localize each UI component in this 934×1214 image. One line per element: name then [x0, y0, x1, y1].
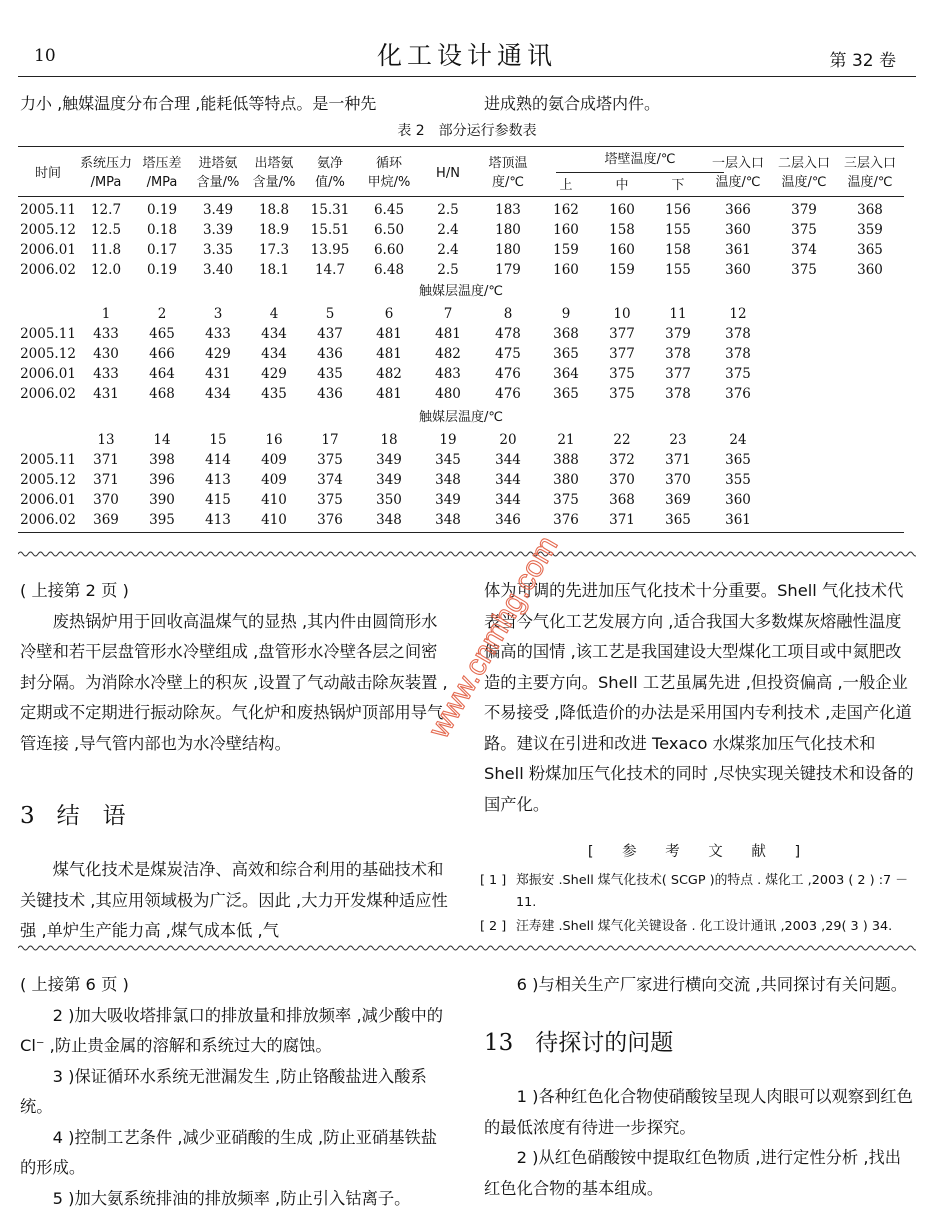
main-row-2-cell-1: 2005.12 — [12, 222, 84, 238]
catalyst-sec2-row-4-cell-4: 413 — [182, 512, 254, 528]
main-row-3-cell-3: 0.17 — [126, 242, 198, 258]
catalyst-sec1-layer-8: 8 — [472, 306, 544, 322]
catalyst-sec1-row-2-cell-4: 429 — [182, 346, 254, 362]
header-inlet-1-line-2: 温度/℃ — [702, 173, 774, 192]
reference-2-text: 汪寿建 .Shell 煤气化关键设备 . 化工设计通讯 ,2003 ,29( 3 ) 34. — [516, 916, 916, 938]
catalyst-sec1-row-2-cell-13: 378 — [702, 346, 774, 362]
main-row-3-cell-7: 6.60 — [353, 242, 425, 258]
catalyst-sec2-row-4-cell-2: 369 — [70, 512, 142, 528]
reference-1-tag: [ 1 ] — [480, 870, 506, 892]
main-row-1-cell-11: 160 — [586, 202, 658, 218]
catalyst-sec2-row-2-cell-8: 348 — [412, 472, 484, 488]
main-row-4-cell-8: 2.5 — [412, 262, 484, 278]
catalyst-sec1-row-2-cell-12: 378 — [642, 346, 714, 362]
catalyst-sec1-row-4-cell-11: 375 — [586, 386, 658, 402]
catalyst-sec2-row-3-cell-11: 368 — [586, 492, 658, 508]
main-row-3-cell-8: 2.4 — [412, 242, 484, 258]
table-top-rule — [18, 146, 904, 147]
main-row-2-cell-3: 0.18 — [126, 222, 198, 238]
header-col-2-line-2: /MPa — [126, 173, 198, 192]
main-row-3-cell-2: 11.8 — [70, 242, 142, 258]
catalyst-sec2-row-4-cell-13: 361 — [702, 512, 774, 528]
catalyst-sec1-row-1-cell-11: 377 — [586, 326, 658, 342]
catalyst-sec2-row-1-cell-4: 414 — [182, 452, 254, 468]
catalyst-sec1-row-3-cell-12: 377 — [642, 366, 714, 382]
catalyst-sec1-row-1-cell-3: 465 — [126, 326, 198, 342]
table-caption: 表 2 部分运行参数表 — [0, 120, 934, 140]
main-row-4-cell-14: 375 — [768, 262, 840, 278]
reference-2 — [480, 916, 916, 938]
catalyst-sec1-row-1-cell-2: 433 — [70, 326, 142, 342]
intro-left-line: 力小 ,触媒温度分布合理 ,能耗低等特点。是一种先 — [20, 91, 376, 114]
header-inlet-3 — [834, 154, 906, 192]
catalyst-sec2-row-2-cell-3: 396 — [126, 472, 198, 488]
header-rule — [18, 76, 916, 77]
main-row-4-cell-6: 14.7 — [294, 262, 366, 278]
measure-item-2: 2 )加大吸收塔排氯口的排放量和排放频率 ,减少酸中的 Cl⁻ ,防止贵金属的溶解和系统过大的腐蚀。 — [20, 1001, 448, 1062]
header-col-3-line-2: 含量/% — [182, 173, 254, 192]
catalyst-sec1-layer-12: 12 — [702, 306, 774, 322]
catalyst-sec1-row-3-cell-7: 482 — [353, 366, 425, 382]
main-row-1-cell-7: 6.45 — [353, 202, 425, 218]
catalyst-sec1-row-2-cell-11: 377 — [586, 346, 658, 362]
catalyst-sec1-row-3-cell-3: 464 — [126, 366, 198, 382]
catalyst-sec1-row-2-cell-1: 2005.12 — [12, 346, 84, 362]
catalyst-sec1-row-4-cell-9: 476 — [472, 386, 544, 402]
main-row-1-cell-2: 12.7 — [70, 202, 142, 218]
main-row-3-cell-1: 2006.01 — [12, 242, 84, 258]
main-row-4-cell-13: 360 — [702, 262, 774, 278]
catalyst-sec1-row-3-cell-13: 375 — [702, 366, 774, 382]
catalyst-sec1-row-4-cell-10: 365 — [530, 386, 602, 402]
catalyst-sec2-layer-4: 16 — [238, 432, 310, 448]
main-row-2-cell-5: 18.9 — [238, 222, 310, 238]
catalyst-sec1-row-1-cell-13: 378 — [702, 326, 774, 342]
catalyst-sec1-layer-7: 7 — [412, 306, 484, 322]
main-row-2-cell-4: 3.39 — [182, 222, 254, 238]
main-row-1-cell-15: 368 — [834, 202, 906, 218]
main-row-1-cell-6: 15.31 — [294, 202, 366, 218]
catalyst-sec2-row-3-cell-8: 349 — [412, 492, 484, 508]
catalyst-sec2-row-3-cell-10: 375 — [530, 492, 602, 508]
catalyst-sec2-row-1-cell-5: 409 — [238, 452, 310, 468]
catalyst-sec1-row-4-cell-5: 435 — [238, 386, 310, 402]
continued-from-page-2: ( 上接第 2 页 ) — [20, 576, 448, 607]
catalyst-sec1-row-4-cell-12: 378 — [642, 386, 714, 402]
measure-item-4: 4 )控制工艺条件 ,减少亚硝酸的生成 ,防止亚硝基铁盐的形成。 — [20, 1123, 448, 1184]
measure-item-3: 3 )保证循环水系统无泄漏发生 ,防止铬酸盐进入酸系统。 — [20, 1062, 448, 1123]
block2-left-column — [20, 970, 448, 1214]
header-col-5-line-1: 氨净 — [294, 154, 366, 173]
catalyst-sec2-row-1-cell-3: 398 — [126, 452, 198, 468]
catalyst-sec1-layer-5: 5 — [294, 306, 366, 322]
catalyst-sec2-row-3-cell-2: 370 — [70, 492, 142, 508]
header-time: 时间 — [12, 164, 84, 183]
catalyst-sec1-row-3-cell-6: 435 — [294, 366, 366, 382]
main-row-1-cell-10: 162 — [530, 202, 602, 218]
measure-item-6: 6 )与相关生产厂家进行横向交流 ,共同探讨有关问题。 — [484, 970, 916, 1001]
catalyst-sec2-row-2-cell-12: 370 — [642, 472, 714, 488]
wall-temp-subrule — [556, 172, 724, 173]
conclusion-text-left: 煤气化技术是煤炭洁净、高效和综合利用的基础技术和关键技术 ,其应用领域极为广泛。因此 ,大力开发煤种适应性强 ,单炉生产能力高 ,煤气成本低 ,气 — [20, 855, 448, 947]
main-row-1-cell-4: 3.49 — [182, 202, 254, 218]
header-col-3-line-1: 进塔氨 — [182, 154, 254, 173]
main-row-1-cell-1: 2005.11 — [12, 202, 84, 218]
catalyst-sec2-row-1-cell-11: 372 — [586, 452, 658, 468]
catalyst-sec1-layer-2: 2 — [126, 306, 198, 322]
main-row-2-cell-12: 155 — [642, 222, 714, 238]
conclusion-paragraph-left — [20, 855, 448, 947]
catalyst-sec2-row-2-cell-10: 380 — [530, 472, 602, 488]
catalyst-sec1-layer-10: 10 — [586, 306, 658, 322]
catalyst-sec2-row-3-cell-4: 415 — [182, 492, 254, 508]
header-col-8-line-1: 塔顶温 — [472, 154, 544, 173]
catalyst-sec1-row-2-cell-2: 430 — [70, 346, 142, 362]
catalyst-sec2-layer-12: 24 — [702, 432, 774, 448]
main-row-2-cell-11: 158 — [586, 222, 658, 238]
main-row-3-cell-12: 158 — [642, 242, 714, 258]
catalyst-sec2-row-4-cell-6: 376 — [294, 512, 366, 528]
catalyst-sec1-row-4-cell-2: 431 — [70, 386, 142, 402]
catalyst-sec2-layer-11: 23 — [642, 432, 714, 448]
main-row-4-cell-10: 160 — [530, 262, 602, 278]
catalyst-sec2-row-1-cell-1: 2005.11 — [12, 452, 84, 468]
header-col-1-line-1: 系统压力 — [70, 154, 142, 173]
catalyst-sec1-row-3-cell-2: 433 — [70, 366, 142, 382]
main-row-1-cell-5: 18.8 — [238, 202, 310, 218]
references-title: [ 参 考 文 献 ] — [484, 840, 916, 861]
main-row-2-cell-7: 6.50 — [353, 222, 425, 238]
main-row-4-cell-4: 3.40 — [182, 262, 254, 278]
catalyst-sec2-row-2-cell-4: 413 — [182, 472, 254, 488]
catalyst-sec1-row-2-cell-10: 365 — [530, 346, 602, 362]
main-row-1-cell-14: 379 — [768, 202, 840, 218]
catalyst-sec1-row-1-cell-6: 437 — [294, 326, 366, 342]
catalyst-sec2-row-1-cell-2: 371 — [70, 452, 142, 468]
main-row-3-cell-14: 374 — [768, 242, 840, 258]
catalyst-sec1-row-2-cell-9: 475 — [472, 346, 544, 362]
section-13-number: 13 — [484, 1030, 513, 1056]
header-col-6-line-1: 循环 — [353, 154, 425, 173]
question-item-1: 1 )各种红色化合物使硝酸铵呈现人肉眼可以观察到红色的最低浓度有待进一步探究。 — [484, 1082, 916, 1143]
main-row-4-cell-15: 360 — [834, 262, 906, 278]
catalyst-sec1-row-4-cell-13: 376 — [702, 386, 774, 402]
catalyst-sec2-row-3-cell-9: 344 — [472, 492, 544, 508]
main-row-3-cell-10: 159 — [530, 242, 602, 258]
header-col-2-line-1: 塔压差 — [126, 154, 198, 173]
main-row-2-cell-13: 360 — [702, 222, 774, 238]
catalyst-sec1-row-3-cell-8: 483 — [412, 366, 484, 382]
main-row-1-cell-8: 2.5 — [412, 202, 484, 218]
catalyst-sec1-row-2-cell-5: 434 — [238, 346, 310, 362]
main-row-4-cell-3: 0.19 — [126, 262, 198, 278]
catalyst-sec2-row-1-cell-7: 349 — [353, 452, 425, 468]
catalyst-sec1-row-3-cell-4: 431 — [182, 366, 254, 382]
catalyst-sec1-row-3-cell-5: 429 — [238, 366, 310, 382]
main-row-4-cell-2: 12.0 — [70, 262, 142, 278]
catalyst-sec2-layer-3: 15 — [182, 432, 254, 448]
block2-right-column — [484, 1082, 916, 1204]
catalyst-sec1-row-4-cell-6: 436 — [294, 386, 366, 402]
catalyst-sec2-row-3-cell-7: 350 — [353, 492, 425, 508]
measure-item-5: 5 )加大氨系统排油的排放频率 ,防止引入钴离子。 — [20, 1184, 448, 1214]
catalyst-sec2-row-1-cell-10: 388 — [530, 452, 602, 468]
catalyst-sec1-row-4-cell-8: 480 — [412, 386, 484, 402]
catalyst-sec1-layer-9: 9 — [530, 306, 602, 322]
header-inlet-2-line-1: 二层入口 — [768, 154, 840, 173]
catalyst-sec2-row-1-cell-8: 345 — [412, 452, 484, 468]
catalyst-sec2-layer-5: 17 — [294, 432, 366, 448]
catalyst-sec1-row-3-cell-11: 375 — [586, 366, 658, 382]
catalyst-sec1-row-3-cell-9: 476 — [472, 366, 544, 382]
continued-from-page-6: ( 上接第 6 页 ) — [20, 970, 448, 1001]
catalyst-sec2-row-2-cell-1: 2005.12 — [12, 472, 84, 488]
catalyst-sec1-layer-11: 11 — [642, 306, 714, 322]
main-row-4-cell-1: 2006.02 — [12, 262, 84, 278]
catalyst-sec2-row-2-cell-9: 344 — [472, 472, 544, 488]
main-row-3-cell-4: 3.35 — [182, 242, 254, 258]
catalyst-sec1-row-1-cell-5: 434 — [238, 326, 310, 342]
question-item-2: 2 )从红色硝酸铵中提取红色物质 ,进行定性分析 ,找出红色化合物的基本组成。 — [484, 1143, 916, 1204]
catalyst-sec2-row-2-cell-7: 349 — [353, 472, 425, 488]
main-row-3-cell-15: 365 — [834, 242, 906, 258]
catalyst-sec2-row-4-cell-11: 371 — [586, 512, 658, 528]
catalyst-sec1-row-1-cell-9: 478 — [472, 326, 544, 342]
catalyst-sec1-row-4-cell-7: 481 — [353, 386, 425, 402]
watermark-text: www.cnmhg.com — [422, 531, 564, 745]
catalyst-sec1-row-1-cell-7: 481 — [353, 326, 425, 342]
catalyst-sec1-row-3-cell-10: 364 — [530, 366, 602, 382]
reference-1-text: 郑振安 .Shell 煤气化技术( SCGP )的特点 . 煤化工 ,2003 ( 2 ) :7 －11. — [516, 870, 916, 914]
header-inlet-3-line-1: 三层入口 — [834, 154, 906, 173]
volume-label: 第 32 卷 — [830, 46, 896, 71]
header-col-4-line-1: 出塔氨 — [238, 154, 310, 173]
catalyst-sec1-layer-3: 3 — [182, 306, 254, 322]
main-row-2-cell-10: 160 — [530, 222, 602, 238]
catalyst-sec2-row-4-cell-5: 410 — [238, 512, 310, 528]
block2-right-top — [484, 970, 916, 1001]
block1-left-column — [20, 576, 448, 759]
header-col-5-line-2: 值/% — [294, 173, 366, 192]
main-row-2-cell-14: 375 — [768, 222, 840, 238]
catalyst-sec2-row-3-cell-1: 2006.01 — [12, 492, 84, 508]
main-row-4-cell-9: 179 — [472, 262, 544, 278]
catalyst-sec1-row-1-cell-12: 379 — [642, 326, 714, 342]
catalyst-sec1-row-1-cell-4: 433 — [182, 326, 254, 342]
catalyst-sec2-row-4-cell-10: 376 — [530, 512, 602, 528]
main-row-2-cell-2: 12.5 — [70, 222, 142, 238]
catalyst-sec2-layer-6: 18 — [353, 432, 425, 448]
catalyst-sec2-layer-9: 21 — [530, 432, 602, 448]
main-row-4-cell-12: 155 — [642, 262, 714, 278]
catalyst-sec2-row-3-cell-6: 375 — [294, 492, 366, 508]
header-wall-temp-group: 塔壁温度/℃ — [556, 150, 724, 169]
catalyst-sec1-row-2-cell-8: 482 — [412, 346, 484, 362]
main-row-4-cell-5: 18.1 — [238, 262, 310, 278]
header-wall-2: 中 — [586, 176, 658, 195]
intro-right-line: 进成熟的氨合成塔内件。 — [484, 91, 660, 114]
main-row-3-cell-9: 180 — [472, 242, 544, 258]
catalyst-sec2-row-4-cell-3: 395 — [126, 512, 198, 528]
main-row-2-cell-15: 359 — [834, 222, 906, 238]
header-col-1-line-2: /MPa — [70, 173, 142, 192]
conclusion-text-right: 体为可调的先进加压气化技术十分重要。Shell 气化技术代表当今气化工艺发展方向 ,适合我国大多数煤灰熔融性温度偏高的国情 ,该工艺是我国建设大型煤化工项目或中氮肥改造的主要方向。Shell 工艺虽属先进 ,但投资偏高 ,一般企业不易接受 ,降低造价的办法是采用国内专利技术 ,走国产化道路。建议在引进和改进 Texaco 水煤浆加压气化技术和 Shell 粉煤加压气化技术的同时 ,尽快实现关键技术和设备的国产化。 — [484, 576, 916, 820]
main-row-3-cell-5: 17.3 — [238, 242, 310, 258]
catalyst-sec1-layer-6: 6 — [353, 306, 425, 322]
header-inlet-1 — [702, 154, 774, 192]
catalyst-sec2-row-4-cell-1: 2006.02 — [12, 512, 84, 528]
main-row-1-cell-13: 366 — [702, 202, 774, 218]
watermark — [405, 460, 645, 760]
catalyst-sec2-layer-1: 13 — [70, 432, 142, 448]
header-inlet-2-line-2: 温度/℃ — [768, 173, 840, 192]
catalyst-sec2-row-2-cell-13: 355 — [702, 472, 774, 488]
catalyst-sec2-layer-8: 20 — [472, 432, 544, 448]
waste-heat-boiler-paragraph: 废热锅炉用于回收高温煤气的显热 ,其内件由圆筒形水冷壁和若干层盘管形水冷壁组成 ,盘管形水冷壁各层之间密封分隔。为消除水冷壁上的积灰 ,设置了气动敲击除灰装置 ,定期或不定期进行振动除灰。气化炉和废热锅炉顶部用导气管连接 ,导气管内部也为水冷壁结构。 — [20, 607, 448, 760]
reference-2-tag: [ 2 ] — [480, 916, 506, 938]
catalyst-sec2-row-3-cell-3: 390 — [126, 492, 198, 508]
header-inlet-2 — [768, 154, 840, 192]
header-col-7-line-1: H/N — [412, 164, 484, 183]
main-row-3-cell-6: 13.95 — [294, 242, 366, 258]
catalyst-sec2-layer-10: 22 — [586, 432, 658, 448]
catalyst-sec1-row-3-cell-1: 2006.01 — [12, 366, 84, 382]
catalyst-sec1-row-1-cell-8: 481 — [412, 326, 484, 342]
main-row-1-cell-12: 156 — [642, 202, 714, 218]
reference-1 — [480, 870, 916, 914]
catalyst-sec1-title: 触媒层温度/℃ — [18, 282, 904, 301]
catalyst-sec2-row-2-cell-6: 374 — [294, 472, 366, 488]
catalyst-sec1-layer-1: 1 — [70, 306, 142, 322]
catalyst-sec2-title: 触媒层温度/℃ — [18, 408, 904, 427]
main-row-1-cell-3: 0.19 — [126, 202, 198, 218]
catalyst-sec1-row-1-cell-1: 2005.11 — [12, 326, 84, 342]
section-3-heading — [20, 797, 126, 830]
catalyst-sec2-row-4-cell-7: 348 — [353, 512, 425, 528]
header-col-6-line-2: 甲烷/% — [353, 173, 425, 192]
catalyst-sec1-row-2-cell-7: 481 — [353, 346, 425, 362]
catalyst-sec2-row-4-cell-9: 346 — [472, 512, 544, 528]
header-inlet-3-line-2: 温度/℃ — [834, 173, 906, 192]
catalyst-sec2-row-1-cell-9: 344 — [472, 452, 544, 468]
catalyst-sec1-row-4-cell-4: 434 — [182, 386, 254, 402]
main-row-3-cell-13: 361 — [702, 242, 774, 258]
catalyst-sec2-row-2-cell-2: 371 — [70, 472, 142, 488]
catalyst-sec2-row-4-cell-8: 348 — [412, 512, 484, 528]
catalyst-sec1-row-1-cell-10: 368 — [530, 326, 602, 342]
main-row-2-cell-9: 180 — [472, 222, 544, 238]
catalyst-sec2-row-1-cell-13: 365 — [702, 452, 774, 468]
catalyst-sec2-row-1-cell-6: 375 — [294, 452, 366, 468]
section-3-title: 结 语 — [57, 803, 126, 829]
main-row-3-cell-11: 160 — [586, 242, 658, 258]
catalyst-sec1-row-2-cell-6: 436 — [294, 346, 366, 362]
main-row-2-cell-8: 2.4 — [412, 222, 484, 238]
table-header-rule — [18, 196, 904, 197]
catalyst-sec2-row-1-cell-12: 371 — [642, 452, 714, 468]
catalyst-sec2-row-3-cell-5: 410 — [238, 492, 310, 508]
header-wall-1: 上 — [530, 176, 602, 195]
header-wall-3: 下 — [642, 176, 714, 195]
journal-title: 化工设计通讯 — [0, 36, 934, 72]
header-inlet-1-line-1: 一层入口 — [702, 154, 774, 173]
main-row-4-cell-11: 159 — [586, 262, 658, 278]
catalyst-sec2-row-3-cell-12: 369 — [642, 492, 714, 508]
catalyst-sec2-row-4-cell-12: 365 — [642, 512, 714, 528]
catalyst-sec1-row-4-cell-3: 468 — [126, 386, 198, 402]
catalyst-sec2-layer-7: 19 — [412, 432, 484, 448]
header-col-8-line-2: 度/℃ — [472, 173, 544, 192]
catalyst-sec2-layer-2: 14 — [126, 432, 198, 448]
catalyst-sec1-layer-4: 4 — [238, 306, 310, 322]
catalyst-sec2-row-2-cell-5: 409 — [238, 472, 310, 488]
page-number: 10 — [34, 46, 56, 66]
catalyst-sec2-row-2-cell-11: 370 — [586, 472, 658, 488]
section-13-heading — [484, 1024, 673, 1057]
header-col-4-line-2: 含量/% — [238, 173, 310, 192]
catalyst-sec1-row-4-cell-1: 2006.02 — [12, 386, 84, 402]
main-row-1-cell-9: 183 — [472, 202, 544, 218]
main-row-4-cell-7: 6.48 — [353, 262, 425, 278]
catalyst-sec2-row-3-cell-13: 360 — [702, 492, 774, 508]
catalyst-sec1-row-2-cell-3: 466 — [126, 346, 198, 362]
section-13-title: 待探讨的问题 — [535, 1030, 673, 1056]
main-row-2-cell-6: 15.51 — [294, 222, 366, 238]
section-3-number: 3 — [20, 803, 35, 829]
